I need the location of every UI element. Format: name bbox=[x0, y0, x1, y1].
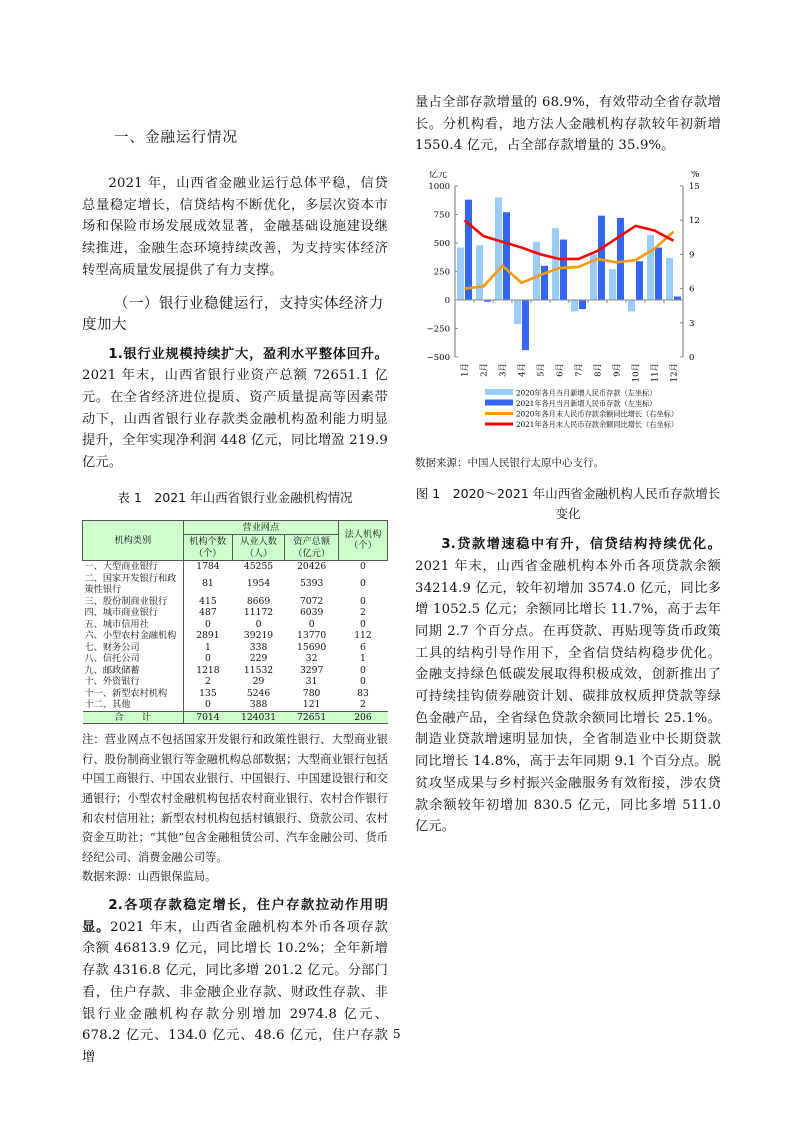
paragraph-2-body: 2021 年末，山西省金融机构本外币各项存款余额 46813.9 亿元，同比增长 10.2%；全年新增存款 4316.8 亿元，同比多增 201.2 亿元。分部门看，住户存款、非金融企业存款、财政性存款、非银行业金融机构存款分别增加 2974.8 亿元、678.2 亿元、134.0 亿元、48.6 亿元，住户存款增 bbox=[82, 919, 388, 1065]
table-row bbox=[83, 653, 388, 665]
cell-staff: 388 bbox=[232, 699, 285, 711]
svg-text:5月: 5月 bbox=[536, 363, 547, 378]
total-name: 合 计 bbox=[83, 711, 184, 724]
svg-text:4月: 4月 bbox=[517, 363, 528, 378]
cell-assets: 780 bbox=[302, 687, 321, 699]
cell-name: 四、城市商业银行 bbox=[83, 607, 184, 619]
cell-count: 1 bbox=[204, 641, 211, 653]
table-row bbox=[83, 699, 388, 711]
total-staff: 124031 bbox=[232, 711, 285, 724]
svg-text:9: 9 bbox=[689, 250, 695, 261]
cell-staff: 0 bbox=[255, 618, 262, 630]
header-staff: 从业人数（人） bbox=[232, 535, 285, 561]
svg-text:3: 3 bbox=[689, 318, 695, 329]
svg-text:500: 500 bbox=[433, 239, 450, 250]
cell-staff: 1954 bbox=[246, 578, 271, 590]
section-title: 一、金融运行情况 bbox=[114, 130, 238, 146]
svg-text:10月: 10月 bbox=[631, 363, 642, 383]
cell-legal: 83 bbox=[357, 687, 369, 699]
cell-name: 十二、其他 bbox=[83, 699, 184, 711]
header-category: 机构类别 bbox=[83, 520, 184, 561]
paragraph-3-body: 2021 年末，山西省金融机构本外币各项贷款余额 34214.9 亿元，较年初增加 3574.0 亿元，同比多增 1052.5 亿元；余额同比增长 11.7%，高于去年同期 2.7 个百分点。在再贷款、再贴现等货币政策工具的结构引导作用下，全省信贷结构稳步优化。金融支持绿色低碳发展取得积极成效，创新推出了可持续挂钩债券融资计划、碳排放权质押贷款等绿色金融产品，全省绿色贷款余额同比增长 25.1%。制造业贷款增速明显加快，全省制造业中长期贷款同比增长 14.8%，高于去年同期 9.1 个百分点。脱贫攻坚成果与乡村振兴金融服务有效衔接，涉农贷款余额较年初增加 830.5 亿元，同比多增 511.0 亿元。 bbox=[415, 558, 721, 835]
deposit-growth-chart bbox=[415, 171, 721, 451]
svg-text:1月: 1月 bbox=[460, 363, 471, 378]
svg-text:2020年各月末人民币存款余额同比增长（右坐标）: 2020年各月末人民币存款余额同比增长（右坐标） bbox=[516, 409, 679, 419]
svg-text:7月: 7月 bbox=[574, 363, 585, 378]
paragraph-1 bbox=[82, 344, 388, 474]
cell-assets: 0 bbox=[308, 618, 315, 630]
cell-staff: 229 bbox=[249, 653, 268, 665]
cell-staff: 45255 bbox=[243, 561, 274, 573]
total-assets: 72651 bbox=[285, 711, 339, 724]
cell-name: 八、信托公司 bbox=[83, 653, 184, 665]
cell-staff: 8669 bbox=[246, 595, 271, 607]
table-row bbox=[83, 665, 388, 677]
cell-assets: 20426 bbox=[297, 561, 327, 573]
header-count: 机构个数（个） bbox=[183, 535, 232, 561]
cell-staff: 29 bbox=[252, 676, 265, 688]
svg-text:250: 250 bbox=[433, 267, 450, 278]
paragraph-3 bbox=[415, 534, 721, 838]
table-row bbox=[83, 676, 388, 688]
paragraph-2-lead: 2.各项存款稳定增长，住户存款拉动作用明显。 bbox=[82, 897, 388, 935]
cell-staff: 11532 bbox=[243, 664, 274, 676]
cell-assets: 7072 bbox=[299, 595, 324, 607]
svg-text:6月: 6月 bbox=[555, 363, 566, 378]
svg-text:15: 15 bbox=[689, 182, 700, 193]
header-assets: 资产总额（亿元） bbox=[285, 535, 339, 561]
svg-text:3月: 3月 bbox=[498, 363, 509, 378]
cell-assets: 121 bbox=[285, 699, 339, 711]
svg-text:6: 6 bbox=[689, 284, 695, 295]
cell-assets: 15690 bbox=[297, 641, 327, 653]
svg-text:2021年各月当月新增人民币存款（左坐标）: 2021年各月当月新增人民币存款（左坐标） bbox=[516, 399, 657, 409]
table-notes bbox=[82, 730, 388, 887]
cell-name: 十、外资银行 bbox=[83, 676, 184, 688]
total-count: 7014 bbox=[183, 711, 232, 724]
paragraph-1-body: 2021 年末，山西省银行业资产总额 72651.1 亿元。在全省经济进位提质、资产质量提高等因素带动下，山西省银行业存款类金融机构盈利能力明显提升，全年实现净利润 448 亿元，同比增盈 219.9 亿元。 bbox=[82, 368, 388, 471]
cell-count: 0 bbox=[204, 653, 211, 665]
cell-count: 135 bbox=[199, 687, 217, 699]
cell-legal: 0 bbox=[360, 664, 366, 676]
paragraph-3-lead: 3.贷款增速稳中有升，信贷结构持续优化。 bbox=[441, 537, 721, 553]
cell-legal: 2 bbox=[338, 699, 387, 711]
cell-count: 415 bbox=[199, 595, 217, 607]
cell-assets: 6039 bbox=[299, 607, 324, 619]
cell-staff: 338 bbox=[249, 641, 268, 653]
cell-legal: 112 bbox=[354, 630, 372, 642]
table-row bbox=[83, 688, 388, 700]
right-axis-unit: % bbox=[691, 171, 700, 181]
total-legal: 206 bbox=[338, 711, 387, 724]
svg-text:0: 0 bbox=[689, 353, 695, 364]
table-row bbox=[83, 642, 388, 654]
cell-legal: 2 bbox=[360, 607, 366, 619]
cell-legal: 0 bbox=[360, 578, 366, 590]
cell-assets: 32 bbox=[305, 653, 318, 665]
table-row bbox=[83, 561, 388, 573]
cell-name: 五、城市信用社 bbox=[83, 619, 184, 631]
cell-name: 七、财务公司 bbox=[83, 642, 184, 654]
table-source: 数据来源：山西银保监局。 bbox=[82, 870, 217, 884]
cell-legal: 1 bbox=[360, 653, 366, 665]
cell-name: 十一、新型农村机构 bbox=[83, 688, 184, 700]
bank-institutions-table bbox=[82, 520, 388, 725]
table-total-row bbox=[83, 711, 388, 724]
svg-text:12: 12 bbox=[689, 216, 700, 227]
cell-staff: 39219 bbox=[243, 630, 274, 642]
cell-count: 487 bbox=[199, 607, 217, 619]
cell-name: 六、小型农村金融机构 bbox=[83, 630, 184, 642]
paragraph-1-lead: 1.银行业规模持续扩大，盈利水平整体回升。 bbox=[108, 346, 388, 362]
header-group: 营业网点 bbox=[183, 520, 338, 535]
cell-legal: 0 bbox=[360, 561, 366, 573]
subsection-title: （一）银行业稳健运行，支持实体经济力度加大 bbox=[82, 295, 384, 333]
cell-assets: 31 bbox=[305, 676, 318, 688]
header-legal: 法人机构（个） bbox=[338, 520, 387, 561]
svg-text:−250: −250 bbox=[426, 324, 450, 335]
svg-text:9月: 9月 bbox=[612, 363, 623, 378]
cell-count: 2 bbox=[204, 676, 211, 688]
table-row bbox=[83, 596, 388, 608]
right-column bbox=[415, 92, 721, 838]
cell-assets: 5393 bbox=[299, 578, 324, 590]
left-axis-unit: 亿元 bbox=[429, 171, 448, 181]
cell-name: 二、国家开发银行和政策性银行 bbox=[83, 573, 184, 596]
svg-text:8月: 8月 bbox=[593, 363, 604, 378]
table-row bbox=[83, 607, 388, 619]
svg-text:11月: 11月 bbox=[650, 363, 661, 383]
cell-staff: 11172 bbox=[243, 607, 274, 619]
cell-count: 0 bbox=[204, 618, 211, 630]
page-number: 5 bbox=[393, 1027, 401, 1041]
svg-text:0: 0 bbox=[444, 296, 450, 307]
paragraph-2-continued: 量占全部存款增量的 68.9%，有效带动全省存款增长。分机构看，地方法人金融机构存款较年初新增 1550.4 亿元，占全部存款增量的 35.9%。 bbox=[415, 95, 721, 154]
cell-assets: 13770 bbox=[297, 630, 327, 642]
cell-legal: 0 bbox=[360, 676, 366, 688]
table-row bbox=[83, 573, 388, 596]
chart-source: 数据来源：中国人民银行太原中心支行。 bbox=[415, 457, 604, 470]
paragraph-2 bbox=[82, 895, 388, 1069]
cell-count: 2891 bbox=[196, 630, 220, 642]
svg-text:−500: −500 bbox=[426, 353, 450, 364]
cell-legal: 0 bbox=[360, 618, 366, 630]
left-column bbox=[82, 118, 388, 1069]
cell-legal: 0 bbox=[360, 595, 366, 607]
cell-staff: 5246 bbox=[246, 687, 271, 699]
table-row bbox=[83, 619, 388, 631]
svg-text:1000: 1000 bbox=[428, 182, 450, 193]
svg-text:750: 750 bbox=[433, 210, 450, 221]
cell-count: 0 bbox=[183, 699, 232, 711]
intro-paragraph: 2021 年，山西省金融业运行总体平稳，信贷总量稳定增长，信贷结构不断优化，多层次资本市场和保险市场发展成效显著，金融基础设施建设继续推进，金融生态环境持续改善，为支持实体经济转型高质量发展提供了有力支撑。 bbox=[82, 176, 388, 278]
svg-text:12月: 12月 bbox=[669, 363, 680, 383]
table-row bbox=[83, 630, 388, 642]
cell-count: 1784 bbox=[196, 561, 220, 573]
svg-text:2021年各月末人民币存款余额同比增长（右坐标）: 2021年各月末人民币存款余额同比增长（右坐标） bbox=[516, 420, 679, 430]
table-note: 注：营业网点不包括国家开发银行和政策性银行、大型商业银行、股份制商业银行等金融机构总部数据；大型商业银行包括中国工商银行、中国农业银行、中国银行、中国建设银行和交通银行；小型农村金融机构包括农村商业银行、农村合作银行和农村信用社；新型农村机构包括村镇银行、贷款公司、农村资金互助社；“其他”包含金融租赁公司、汽车金融公司、货币经纪公司、消费金融公司等。 bbox=[82, 733, 388, 864]
figure-caption: 图 1 2020～2021 年山西省金融机构人民币存款增长变化 bbox=[415, 486, 721, 522]
cell-name: 一、大型商业银行 bbox=[83, 561, 184, 573]
table-caption: 表 1 2021 年山西省银行业金融机构情况 bbox=[117, 489, 353, 505]
chart-svg bbox=[415, 171, 721, 451]
cell-count: 81 bbox=[202, 578, 214, 590]
cell-legal: 6 bbox=[360, 641, 366, 653]
svg-text:2月: 2月 bbox=[479, 363, 490, 378]
svg-text:2020年各月当月新增人民币存款（左坐标）: 2020年各月当月新增人民币存款（左坐标） bbox=[516, 388, 657, 398]
cell-name: 九、邮政储蓄 bbox=[83, 665, 184, 677]
cell-assets: 3297 bbox=[299, 664, 324, 676]
cell-name: 三、股份制商业银行 bbox=[83, 596, 184, 608]
cell-count: 1218 bbox=[196, 664, 220, 676]
